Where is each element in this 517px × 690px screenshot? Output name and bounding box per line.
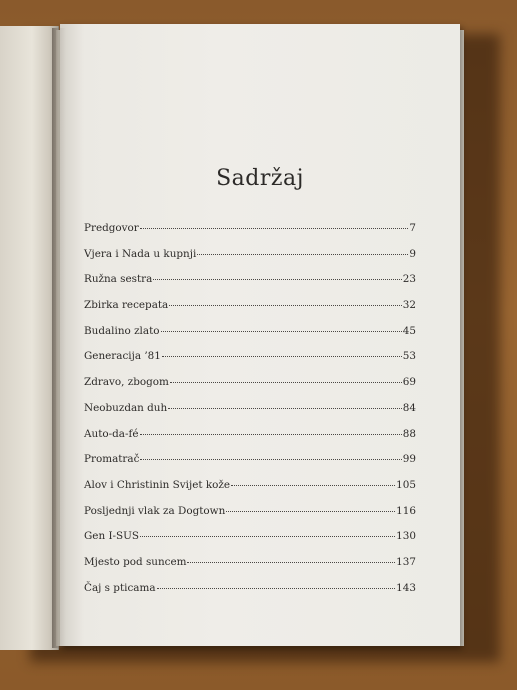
toc-entry	[84, 248, 416, 274]
toc-entry-title: Predgovor	[84, 222, 139, 234]
toc-entry-title: Zbirka recepata	[84, 299, 169, 312]
toc-dot-leader	[170, 382, 402, 383]
toc-entry-page: 88	[402, 427, 416, 440]
toc-entry-page: 116	[396, 504, 416, 517]
toc-entry-page: 84	[402, 401, 416, 414]
toc-entry	[84, 350, 416, 376]
book-gutter	[52, 28, 66, 648]
table-of-contents	[84, 222, 416, 607]
toc-entry	[84, 325, 416, 351]
toc-entry-title: Čaj s pticama	[84, 581, 156, 594]
toc-dot-leader	[226, 511, 395, 512]
toc-dot-leader	[231, 485, 395, 486]
toc-entry	[84, 479, 416, 505]
toc-dot-leader	[140, 536, 395, 537]
toc-entry	[84, 428, 416, 454]
toc-entry-title: Ružna sestra	[84, 273, 153, 286]
toc-entry	[84, 376, 416, 402]
toc-entry-title: Vjera i Nada u kupnji	[84, 247, 197, 260]
toc-entry	[84, 299, 416, 325]
toc-entry-page: 137	[396, 555, 416, 568]
toc-entry-page: 99	[402, 453, 416, 466]
toc-entry-page: 9	[409, 247, 416, 260]
toc-dot-leader	[153, 279, 401, 280]
toc-entry	[84, 582, 416, 608]
toc-entry	[84, 505, 416, 531]
toc-entry-title: Gen I-SUS	[84, 530, 140, 543]
toc-entry-page: 32	[402, 299, 416, 312]
toc-entry-title: Budalino zlato	[84, 324, 160, 337]
toc-entry-page: 69	[402, 376, 416, 389]
toc-dot-leader	[169, 305, 402, 306]
toc-entry	[84, 556, 416, 582]
toc-entry	[84, 273, 416, 299]
left-page-edge	[0, 26, 59, 650]
toc-entry	[84, 222, 416, 248]
toc-dot-leader	[197, 254, 408, 255]
toc-entry-page: 130	[396, 530, 416, 543]
toc-entry-page: 143	[396, 581, 416, 594]
toc-dot-leader	[168, 408, 402, 409]
toc-entry-title: Neobuzdan duh	[84, 401, 168, 414]
toc-entry-page: 23	[402, 273, 416, 286]
toc-entry-page: 7	[409, 222, 416, 234]
toc-dot-leader	[140, 228, 409, 229]
toc-entry-title: Generacija ’81	[84, 350, 161, 363]
toc-entry-page: 45	[402, 324, 416, 337]
toc-entry-title: Promatrač	[84, 453, 140, 466]
toc-dot-leader	[157, 588, 396, 589]
toc-dot-leader	[161, 331, 402, 332]
toc-entry-title: Zdravo, zbogom	[84, 376, 169, 389]
toc-dot-leader	[187, 562, 395, 563]
toc-entry	[84, 453, 416, 479]
toc-entry-page: 105	[396, 478, 416, 491]
toc-entry-title: Auto-da-fé	[84, 427, 139, 440]
toc-dot-leader	[162, 356, 402, 357]
toc-dot-leader	[140, 434, 402, 435]
toc-dot-leader	[140, 459, 401, 460]
toc-entry-title: Mjesto pod suncem	[84, 555, 187, 568]
toc-entry-title: Alov i Christinin Svijet kože	[84, 478, 230, 491]
toc-entry-title: Posljednji vlak za Dogtown	[84, 504, 226, 517]
toc-entry	[84, 530, 416, 556]
contents-heading: Sadržaj	[216, 166, 304, 191]
toc-entry-page: 53	[402, 350, 416, 363]
toc-entry	[84, 402, 416, 428]
